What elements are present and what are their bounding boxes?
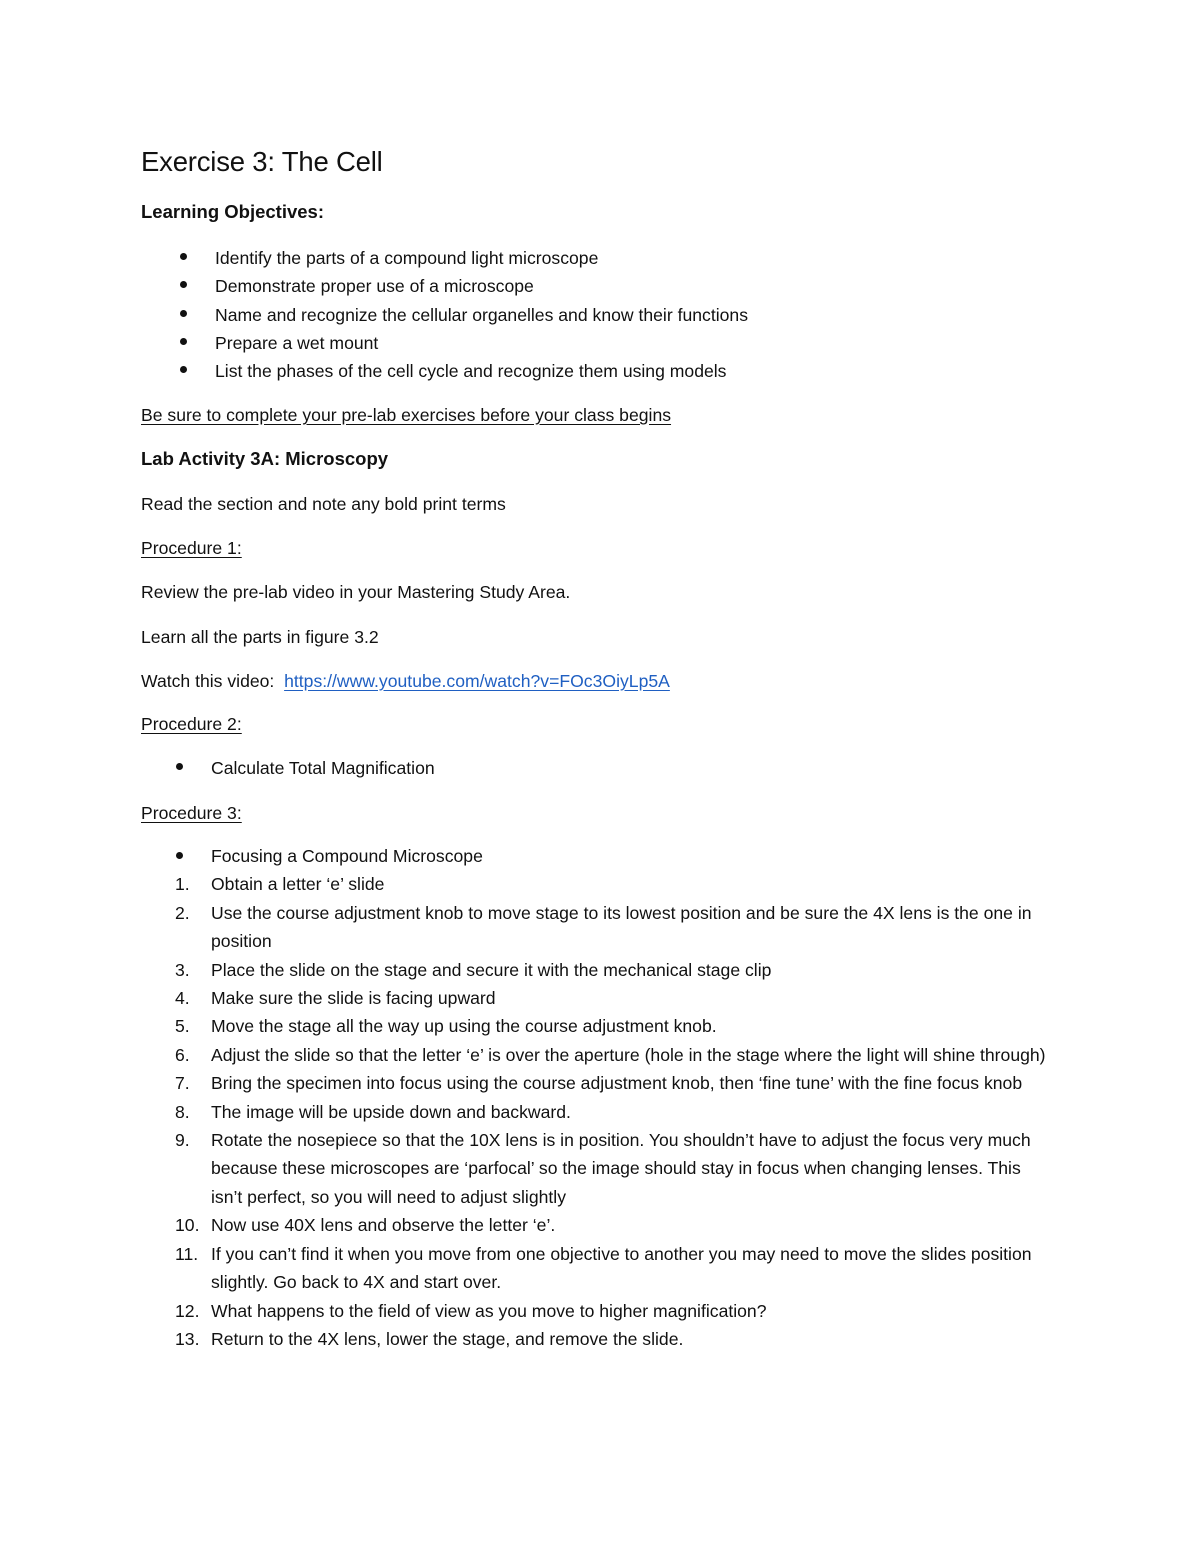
step-item (141, 956, 1051, 984)
step-number: 7. (175, 1073, 190, 1094)
step-number: 1. (175, 874, 190, 895)
video-link[interactable]: https://www.youtube.com/watch?v=FOc3OiyLp5A (284, 671, 670, 691)
step-text: Place the slide on the stage and secure it with the mechanical stage clip (211, 959, 772, 980)
procedure-3-steps (141, 842, 1051, 1353)
step-number: 3. (175, 959, 190, 980)
objective-item: Demonstrate proper use of a microscope (215, 276, 534, 296)
procedure-3-bullet-item (141, 842, 1051, 870)
step-item (141, 1240, 1051, 1297)
step-item (141, 1069, 1051, 1097)
step-number: 8. (175, 1101, 190, 1122)
step-text: The image will be upside down and backward. (211, 1101, 571, 1122)
objective-item: Name and recognize the cellular organelles and know their functions (215, 305, 749, 325)
watch-label: Watch this video: (141, 671, 275, 691)
step-item (141, 1211, 1051, 1239)
bullet-icon (180, 366, 187, 373)
step-text: Adjust the slide so that the letter ‘e’ is over the aperture (hole in the stage where the light will shine through) (211, 1044, 1046, 1065)
procedure-3-heading: Procedure 3: (141, 803, 242, 823)
step-item (141, 870, 1051, 898)
activity-intro: Read the section and note any bold print terms (141, 494, 506, 514)
procedure-1-watch (141, 668, 670, 694)
step-number: 9. (175, 1130, 190, 1151)
step-text: Return to the 4X lens, lower the stage, and remove the slide. (211, 1328, 684, 1349)
objective-item: List the phases of the cell cycle and recognize them using models (215, 361, 727, 381)
objective-item: Identify the parts of a compound light microscope (215, 248, 599, 268)
step-number: 12. (175, 1300, 200, 1321)
step-item (141, 984, 1051, 1012)
step-text: If you can’t find it when you move from one objective to another you may need to move the slides position slightly. Go back to 4X and start over. (211, 1243, 1032, 1293)
step-text: Obtain a letter ‘e’ slide (211, 874, 385, 895)
bullet-icon (176, 763, 183, 770)
step-item (141, 1012, 1051, 1040)
procedure-1-review: Review the pre-lab video in your Mastering Study Area. (141, 582, 571, 602)
step-item (141, 1041, 1051, 1069)
step-number: 4. (175, 988, 190, 1009)
procedure-1-learn: Learn all the parts in figure 3.2 (141, 627, 379, 647)
objectives-heading: Learning Objectives: (141, 201, 324, 222)
prelab-note: Be sure to complete your pre-lab exercises before your class begins (141, 405, 672, 425)
step-number: 11. (175, 1243, 199, 1264)
step-text: What happens to the field of view as you move to higher magnification? (211, 1300, 767, 1321)
step-text: Move the stage all the way up using the course adjustment knob. (211, 1016, 717, 1037)
step-item (141, 1297, 1051, 1325)
objective-item: Prepare a wet mount (215, 333, 379, 353)
step-text: Now use 40X lens and observe the letter ‘e’. (211, 1215, 556, 1236)
activity-heading: Lab Activity 3A: Microscopy (141, 448, 389, 469)
procedure-3-bullet: Focusing a Compound Microscope (211, 846, 483, 866)
step-number: 10. (175, 1215, 200, 1236)
step-number: 6. (175, 1044, 190, 1065)
bullet-icon (180, 338, 187, 345)
page-title: Exercise 3: The Cell (141, 146, 383, 177)
procedure-2-bullet: Calculate Total Magnification (211, 758, 435, 778)
step-item (141, 1126, 1051, 1211)
step-text: Bring the specimen into focus using the course adjustment knob, then ‘fine tune’ with the fine focus knob (211, 1073, 1023, 1094)
bullet-icon (176, 852, 183, 859)
procedure-1-heading: Procedure 1: (141, 538, 242, 558)
procedure-2-heading: Procedure 2: (141, 714, 242, 734)
step-number: 2. (175, 902, 190, 923)
bullet-icon (180, 253, 187, 260)
step-number: 5. (175, 1016, 190, 1037)
bullet-icon (180, 310, 187, 317)
step-item (141, 1325, 1051, 1353)
bullet-icon (180, 281, 187, 288)
step-text: Use the course adjustment knob to move stage to its lowest position and be sure the 4X lens is the one in position (211, 902, 1032, 952)
step-item (141, 1098, 1051, 1126)
step-text: Make sure the slide is facing upward (211, 988, 496, 1009)
step-text: Rotate the nosepiece so that the 10X lens is in position. You shouldn’t have to adjust the focus very much because these microscopes are ‘parfocal’ so the image should stay in focus when changing lenses. This isn’t perfect, so you will need to adjust slightly (211, 1130, 1031, 1207)
step-number: 13. (175, 1328, 200, 1349)
step-item (141, 899, 1051, 956)
